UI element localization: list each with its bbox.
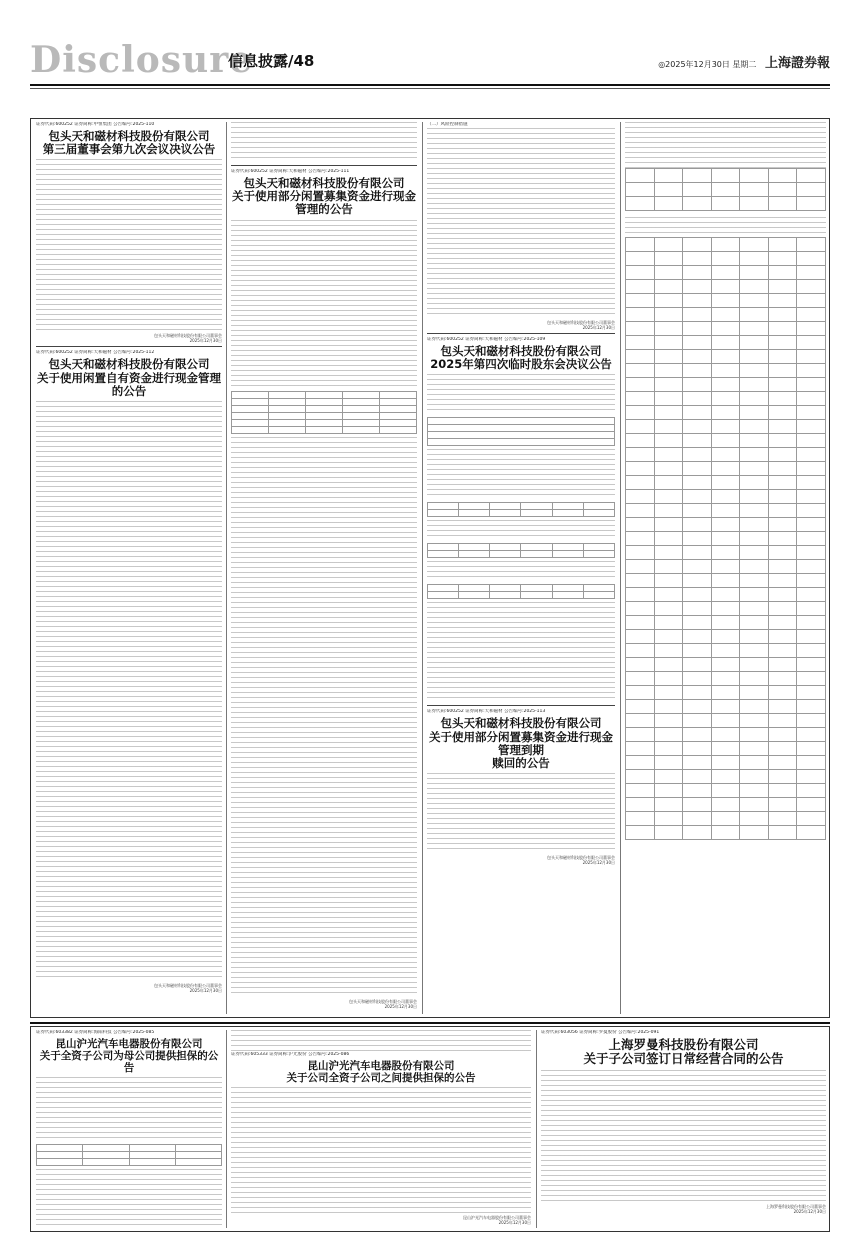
notice-body-text	[427, 773, 615, 853]
notice-title: 昆山沪光汽车电器股份有限公司 关于公司全资子公司之间提供担保的公告	[286, 1060, 476, 1085]
masthead-meta	[658, 52, 830, 71]
column-divider	[620, 122, 621, 1014]
cash-management-table	[625, 168, 826, 211]
guarantee-table	[36, 1144, 222, 1166]
top-col-4	[625, 122, 826, 1014]
notice-signature: 上海罗曼科技股份有限公司董事会 2025年12月30日	[766, 1203, 826, 1214]
top-col-1	[36, 122, 222, 1014]
masthead-rule-thin	[30, 88, 830, 89]
masthead-rule	[30, 84, 830, 86]
notice-body-text	[625, 122, 826, 168]
section-heading: （二）风险控制措施	[427, 122, 468, 127]
notice-divider	[427, 333, 615, 334]
notice-body-text	[541, 1070, 826, 1202]
top-col-3	[427, 122, 615, 1014]
notice-code: 证券代码:603382 证券简称:海阳科技 公告编号:2025-085	[36, 1030, 155, 1035]
vote-table	[427, 543, 615, 558]
issue-date: ◎2025年12月30日 星期二	[658, 60, 757, 69]
top-col-2	[231, 122, 417, 1014]
notice-signature: 包头天和磁材科技股份有限公司董事会 2025年12月30日	[349, 998, 417, 1009]
masthead	[30, 38, 830, 84]
notice-title: 包头天和磁材科技股份有限公司 关于使用部分闲置募集资金进行现金管理到期 赎回的公告	[429, 716, 613, 771]
notice-divider	[427, 705, 615, 706]
notice-code: 证券代码:600252 证券简称:中恒集团 公告编号:2025-110	[36, 122, 155, 127]
notice-body-text	[231, 220, 417, 388]
column-divider	[536, 1030, 537, 1228]
newspaper-name: 上海證券報	[764, 56, 830, 71]
notice-body-text	[427, 128, 615, 318]
notice-body-text	[427, 520, 615, 540]
notice-code: 证券代码:600252 证券简称:天和磁材 公告编号:2025-109	[427, 337, 546, 342]
notice-code: 证券代码:600252 证券简称:天和磁材 公告编号:2025-111	[231, 169, 350, 174]
notice-body-text	[231, 1030, 531, 1052]
column-divider	[226, 1030, 227, 1228]
notice-body-text	[427, 449, 615, 499]
notice-title: 包头天和磁材科技股份有限公司 第三届董事会第九次会议决议公告	[42, 129, 216, 157]
notice-title: 昆山沪光汽车电器股份有限公司 关于全资子公司为母公司提供担保的公告	[39, 1038, 219, 1075]
column-divider	[422, 122, 423, 1014]
notice-body-text	[427, 561, 615, 581]
notice-body-text	[427, 602, 615, 702]
notice-signature: 包头天和磁材科技股份有限公司董事会 2025年12月30日	[154, 983, 222, 994]
notice-code: 证券代码:600252 证券简称:天和磁材 公告编号:2025-113	[427, 709, 546, 715]
notice-title: 上海罗曼科技股份有限公司 关于子公司签订日常经营合同的公告	[583, 1037, 784, 1067]
notice-signature: 昆山沪光汽车电器股份有限公司董事会 2025年12月30日	[463, 1215, 531, 1226]
bottom-col-2	[231, 1030, 531, 1228]
notice-title: 包头天和磁材科技股份有限公司 关于使用部分闲置募集资金进行现金管理的公告	[232, 176, 416, 217]
brand-logo: Disclosure	[30, 39, 254, 81]
notice-body-text	[36, 1077, 222, 1141]
notice-title: 包头天和磁材科技股份有限公司 2025年第四次临时股东会决议公告	[430, 344, 612, 372]
notice-body-text	[231, 1087, 531, 1213]
column-divider	[226, 122, 227, 1014]
band-divider	[30, 1022, 830, 1024]
bottom-col-1	[36, 1030, 222, 1228]
bottom-col-3	[541, 1030, 826, 1228]
notice-signature: 包头天和磁材科技股份有限公司董事会 2025年12月30日	[154, 333, 222, 344]
vote-table	[427, 584, 615, 599]
notice-divider	[231, 165, 417, 166]
resolution-table	[427, 417, 615, 446]
notice-body-text	[625, 217, 826, 237]
notice-code: 证券代码:603056 证券简称:罗曼股份 公告编号:2025-091	[541, 1030, 660, 1035]
notice-body-text	[36, 159, 222, 331]
redemption-detail-table	[625, 237, 826, 840]
notice-code: 证券代码:600252 证券简称:天和磁材 公告编号:2025-112	[36, 350, 155, 356]
notice-signature: 包头天和磁材科技股份有限公司董事会 2025年12月30日	[547, 855, 615, 866]
section-title: 信息披露/48	[228, 52, 315, 70]
notice-body-text	[231, 122, 417, 162]
notice-divider	[36, 346, 222, 347]
vote-table	[427, 502, 615, 517]
notice-code: 证券代码:605333 证券简称:沪光股份 公告编号:2025-086	[231, 1052, 350, 1057]
notice-signature: 包头天和磁材科技股份有限公司董事会 2025年12月30日	[547, 320, 615, 330]
financial-product-table	[231, 391, 417, 434]
notice-body-text	[231, 437, 417, 997]
notice-body-text	[36, 1169, 222, 1228]
notice-body-text	[427, 374, 615, 414]
notice-body-text	[36, 401, 222, 981]
notice-title: 包头天和磁材科技股份有限公司 关于使用闲置自有资金进行现金管理的公告	[37, 357, 221, 398]
